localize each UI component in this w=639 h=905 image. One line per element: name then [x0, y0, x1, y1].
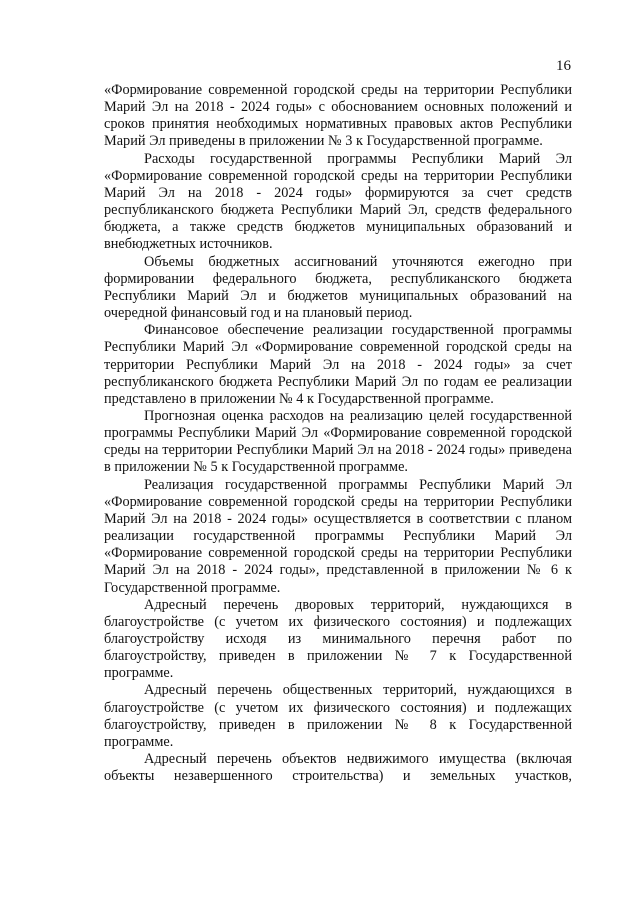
paragraph-implementation-plan: Реализация государственной программы Республики Марий Эл «Формирование современной городской среды на территории Республики Марий Эл на 2018 - 2024 годы» осуществляется в соответствии с планом реализации государственной программы Республики Марий Эл «Формирование современной городской среды на территории Республики Марий Эл на 2018 - 2024 годы», представленной в приложении № 6 к Государственной программе. [104, 476, 572, 596]
paragraph-financial-support: Финансовое обеспечение реализации государственной программы Республики Марий Эл «Формирование современной городской среды на территории Республики Марий Эл на 2018 - 2024 годы» за счет республиканского бюджета Республики Марий Эл по годам ее реализации представлено в приложении № 4 к Государственной программе. [104, 322, 572, 407]
paragraph-appendix-3: «Формирование современной городской среды на территории Республики Марий Эл на 2018 - 2024 годы» с обоснованием основных положений и сроков принятия необходимых нормативных правовых актов Республики Марий Эл приведены в приложении № 3 к Государственной программе. [104, 82, 572, 150]
paragraph-program-expenses: Расходы государственной программы Республики Марий Эл «Формирование современной городской среды на территории Республики Марий Эл на 2018 - 2024 годы» формируются за счет средств республиканского бюджета Республики Марий Эл, средств федерального бюджета, а также средств бюджетов муниципальных образований и внебюджетных источников. [104, 150, 572, 253]
paragraph-budget-allocations: Объемы бюджетных ассигнований уточняются ежегодно при формировании федерального бюджета, республиканского бюджета Республики Марий Эл и бюджетов муниципальных образований на очередной финансовый год и на плановый период. [104, 253, 572, 322]
paragraph-public-territories: Адресный перечень общественных территорий, нуждающихся в благоустройстве (с учетом их физического состояния) и подлежащих благоустройству, приведен в приложении № 8 к Государственной программе. [104, 682, 572, 750]
paragraph-real-estate-objects: Адресный перечень объектов недвижимого имущества (включая объекты незавершенного строительства) и земельных участков, [104, 751, 572, 785]
page-number: 16 [556, 58, 571, 74]
document-body [104, 82, 572, 785]
paragraph-forecast-estimate: Прогнозная оценка расходов на реализацию целей государственной программы Республики Марий Эл «Формирование современной городской среды на территории Республики Марий Эл на 2018 - 2024 годы» приведена в приложении № 5 к Государственной программе. [104, 407, 572, 476]
paragraph-courtyard-territories: Адресный перечень дворовых территорий, нуждающихся в благоустройстве (с учетом их физического состояния) и подлежащих благоустройству исходя из минимального перечня работ по благоустройству, приведен в приложении № 7 к Государственной программе. [104, 596, 572, 682]
